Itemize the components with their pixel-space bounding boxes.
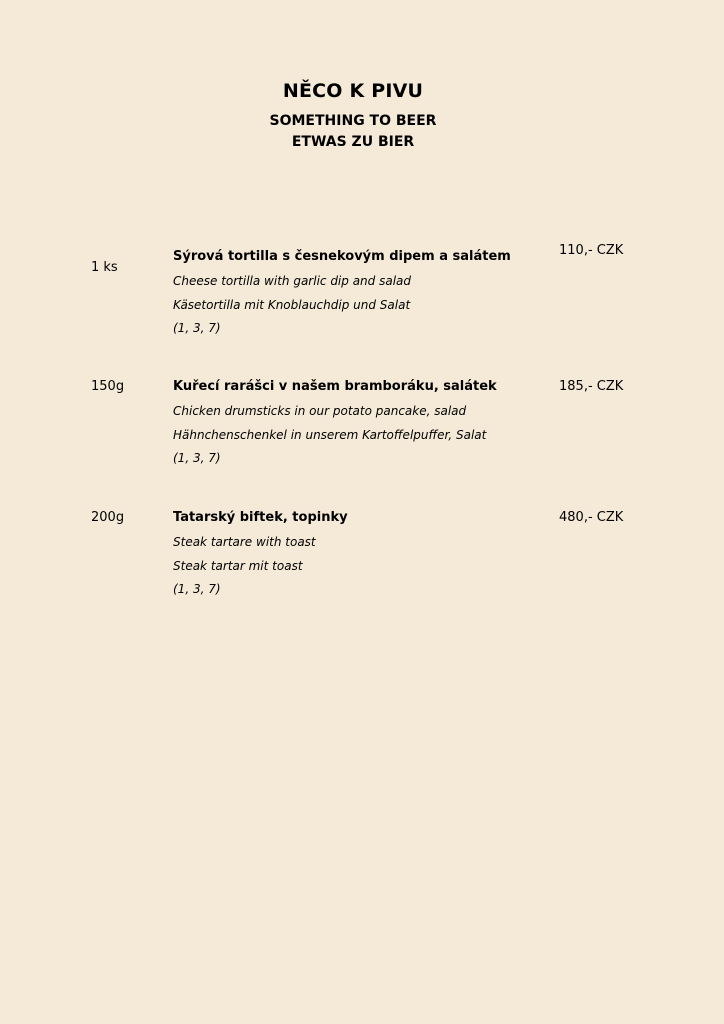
item-name: Sýrová tortilla s česnekovým dipem a salátem: [173, 249, 511, 264]
item-allergens: (1, 3, 7): [173, 321, 221, 335]
subtitle-german: ETWAS ZU BIER: [291, 134, 415, 150]
item-price: 110,- CZK: [559, 243, 624, 258]
item-description-en: Cheese tortilla with garlic dip and salad: [173, 274, 411, 288]
item-description-de: Steak tartar mit toast: [173, 558, 303, 573]
item-body: [173, 509, 543, 602]
item-allergens: (1, 3, 7): [173, 451, 221, 465]
menu-header: [0, 78, 706, 153]
item-quantity: 200g: [91, 510, 125, 525]
item-body: [173, 378, 543, 471]
item-price: 185,- CZK: [559, 379, 624, 394]
page-title: NĚCO K PIVU: [282, 80, 424, 102]
subtitle-english: SOMETHING TO BEER: [269, 113, 437, 129]
item-name: Kuřecí rarášci v našem bramboráku, salátek: [173, 379, 497, 394]
item-description-en: Steak tartare with toast: [173, 535, 316, 549]
item-price: 480,- CZK: [559, 510, 624, 525]
item-quantity: 1 ks: [91, 260, 118, 275]
item-description-en: Chicken drumsticks in our potato pancake, salad: [173, 404, 467, 418]
item-body: [173, 248, 543, 341]
item-description-de: Hähnchenschenkel in unserem Kartoffelpuffer, Salat: [173, 427, 487, 442]
item-allergens: (1, 3, 7): [173, 582, 221, 596]
item-description-de: Käsetortilla mit Knoblauchdip und Salat: [173, 297, 411, 312]
item-name: Tatarský biftek, topinky: [173, 510, 348, 525]
item-quantity: 150g: [91, 379, 125, 394]
